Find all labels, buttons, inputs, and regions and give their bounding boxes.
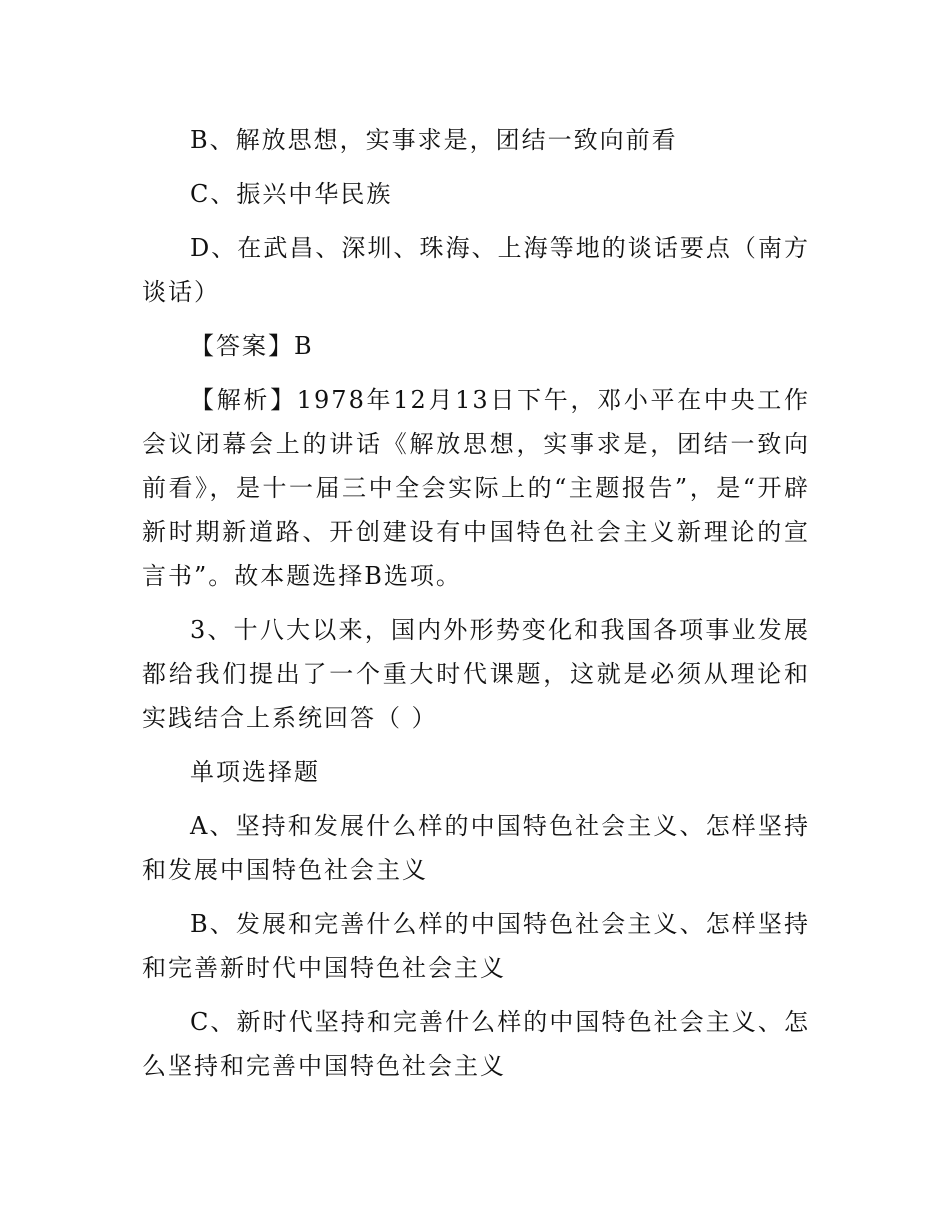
option-d-previous-question: D、在武昌、深圳、珠海、上海等地的谈话要点（南方谈话）	[142, 234, 810, 306]
option-c-previous-question: C、振兴中华民族	[190, 180, 393, 208]
question-3-option-c: C、新时代坚持和完善什么样的中国特色社会主义、怎么坚持和完善中国特色社会主义	[142, 1008, 810, 1080]
question-type-label: 单项选择题	[190, 758, 320, 786]
question-3-option-b: B、发展和完善什么样的中国特色社会主义、怎样坚持和完善新时代中国特色社会主义	[142, 910, 810, 982]
answer-line: 【答案】B	[190, 332, 314, 360]
explanation-paragraph: 【解析】1978年12月13日下午，邓小平在中央工作会议闭幕会上的讲话《解放思想，实事求是，团结一致向前看》，是十一届三中全会实际上的“主题报告”，是“开辟新时期新道路、开创建设有中国特色社会主义新理论的宣言书”。故本题选择B选项。	[142, 386, 810, 590]
option-b-previous-question: B、解放思想，实事求是，团结一致向前看	[190, 126, 678, 154]
document-body	[142, 118, 810, 1098]
question-3-option-a: A、坚持和发展什么样的中国特色社会主义、怎样坚持和发展中国特色社会主义	[142, 812, 810, 884]
question-3-text: 3、十八大以来，国内外形势变化和我国各项事业发展都给我们提出了一个重大时代课题，这就是必须从理论和实践结合上系统回答（ ）	[142, 616, 810, 732]
